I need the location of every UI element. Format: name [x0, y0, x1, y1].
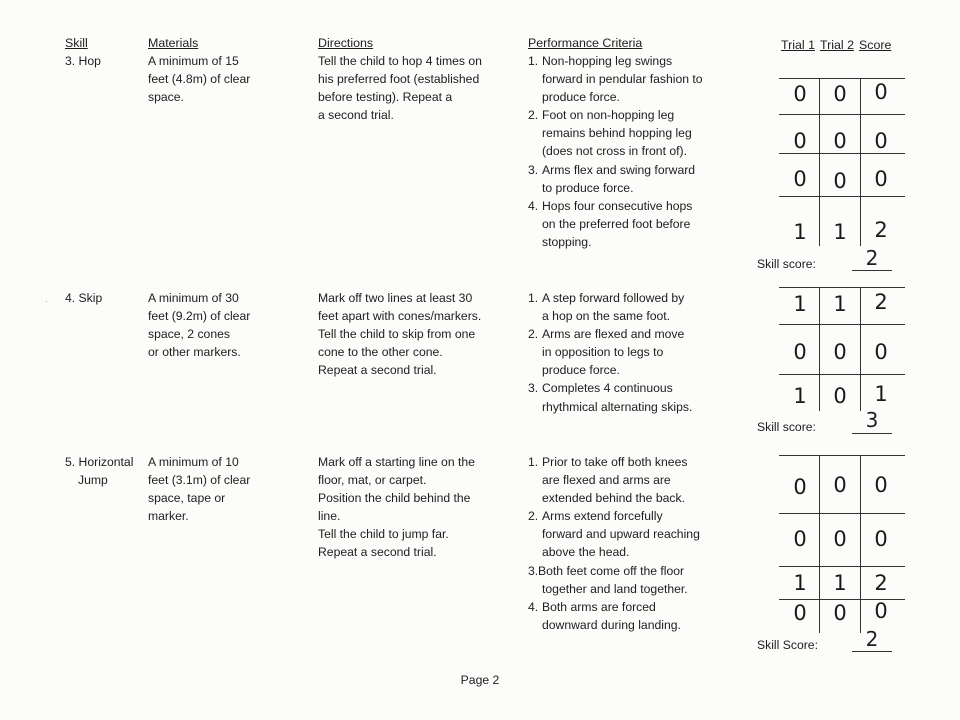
criteria-skip — [528, 289, 692, 416]
criterion-item: 4. Both arms are forced downward during landing. — [528, 599, 681, 632]
criterion-item: 2. Foot on non-hopping leg remains behind hopping leg (does not cross in front of). — [528, 108, 692, 159]
score-mark: 1 — [874, 382, 888, 406]
trial-2-mark: 1 — [833, 571, 847, 595]
header-materials: Materials — [148, 36, 199, 50]
score-mark: 0 — [874, 599, 888, 623]
directions-skip: Mark off two lines at least 30 feet apart with cones/markers. Tell the child to skip from one cone to the other cone. Repeat a second trial. — [318, 291, 482, 378]
skill-score-underline — [852, 433, 892, 434]
materials-skip: A minimum of 30 feet (9.2m) of clear space, 2 cones or other markers. — [148, 291, 251, 360]
skill-score-value: 2 — [865, 627, 879, 651]
header-skill: Skill — [65, 36, 88, 50]
score-mark: 0 — [874, 129, 888, 153]
trial-2-mark: 0 — [833, 473, 847, 497]
score-mark: 0 — [874, 527, 888, 551]
trial-1-mark: 1 — [793, 571, 807, 595]
trial-1-mark: 0 — [793, 167, 807, 191]
header-trial-1: Trial 1 — [781, 38, 815, 52]
trial-1-mark: 1 — [793, 220, 807, 244]
criterion-item: 3. Arms flex and swing forward to produce force. — [528, 162, 696, 195]
header-trial-2: Trial 2 — [820, 38, 854, 52]
trial-1-mark: 0 — [793, 129, 807, 153]
trial-1-mark: 0 — [793, 82, 807, 106]
trial-1-mark: 0 — [793, 527, 807, 551]
skill-score-label: Skill score: — [757, 257, 816, 271]
score-mark: 0 — [874, 473, 888, 497]
trial-1-mark: 0 — [793, 601, 807, 625]
criterion-item: 3. Completes 4 continuous rhythmical alternating skips. — [528, 381, 693, 414]
trial-2-mark: 0 — [833, 169, 847, 193]
skill-name-horizontal-jump: 5. Horizontal Jump — [65, 455, 134, 488]
criteria-hop — [528, 52, 703, 251]
trial-2-mark: 1 — [833, 292, 847, 316]
trial-2-mark: 0 — [833, 384, 847, 408]
trial-2-mark: 0 — [833, 129, 847, 153]
criterion-item: 1. Non-hopping leg swings forward in pendular fashion to produce force. — [528, 54, 703, 105]
skill-score-value: 3 — [865, 408, 879, 432]
criterion-item: 2. Arms extend forcefully forward and upward reaching above the head. — [528, 509, 700, 560]
trial-1-mark: 0 — [793, 340, 807, 364]
scan-speck: . — [45, 294, 48, 305]
trial-2-mark: 0 — [833, 601, 847, 625]
score-mark: 2 — [874, 571, 888, 595]
skill-name-skip: 4. Skip — [65, 291, 103, 305]
directions-hop: Tell the child to hop 4 times on his preferred foot (established before testing). Repeat a a second trial. — [318, 54, 482, 123]
header-score: Score — [859, 38, 892, 52]
materials-hop: A minimum of 15 feet (4.8m) of clear space. — [148, 54, 251, 105]
trial-2-mark: 0 — [833, 82, 847, 106]
skill-score-underline — [852, 651, 892, 652]
criterion-item: 2. Arms are flexed and move in opposition to legs to produce force. — [528, 327, 685, 378]
header-directions: Directions — [318, 36, 374, 50]
trial-1-mark: 1 — [793, 384, 807, 408]
score-mark: 0 — [874, 167, 888, 191]
header-performance-criteria: Performance Criteria — [528, 36, 643, 50]
materials-horizontal-jump: A minimum of 10 feet (3.1m) of clear space, tape or marker. — [148, 455, 251, 524]
trial-2-mark: 0 — [833, 340, 847, 364]
skill-score-label: Skill Score: — [757, 638, 818, 652]
criteria-horizontal-jump — [528, 453, 700, 634]
skill-score-label: Skill score: — [757, 420, 816, 434]
page-number: Page 2 — [460, 673, 500, 687]
trial-1-mark: 0 — [793, 475, 807, 499]
skill-name-hop: 3. Hop — [65, 54, 101, 68]
score-mark: 0 — [874, 80, 888, 104]
skill-score-value: 2 — [865, 246, 879, 270]
criterion-item: 1. A step forward followed by a hop on the same foot. — [528, 291, 685, 324]
criterion-item: 3.Both feet come off the floor together and land together. — [528, 563, 688, 596]
score-mark: 0 — [874, 340, 888, 364]
trial-2-mark: 1 — [833, 220, 847, 244]
trial-1-mark: 1 — [793, 292, 807, 316]
trial-2-mark: 0 — [833, 527, 847, 551]
score-mark: 2 — [874, 218, 888, 242]
criterion-item: 1. Prior to take off both knees are flexed and arms are extended behind the back. — [528, 455, 688, 506]
directions-horizontal-jump: Mark off a starting line on the floor, mat, or carpet. Position the child behind the line. Tell the child to jump far. Repeat a second trial. — [318, 455, 475, 560]
skill-score-underline — [852, 270, 892, 271]
score-mark: 2 — [874, 290, 888, 314]
criterion-item: 4. Hops four consecutive hops on the preferred foot before stopping. — [528, 198, 693, 249]
